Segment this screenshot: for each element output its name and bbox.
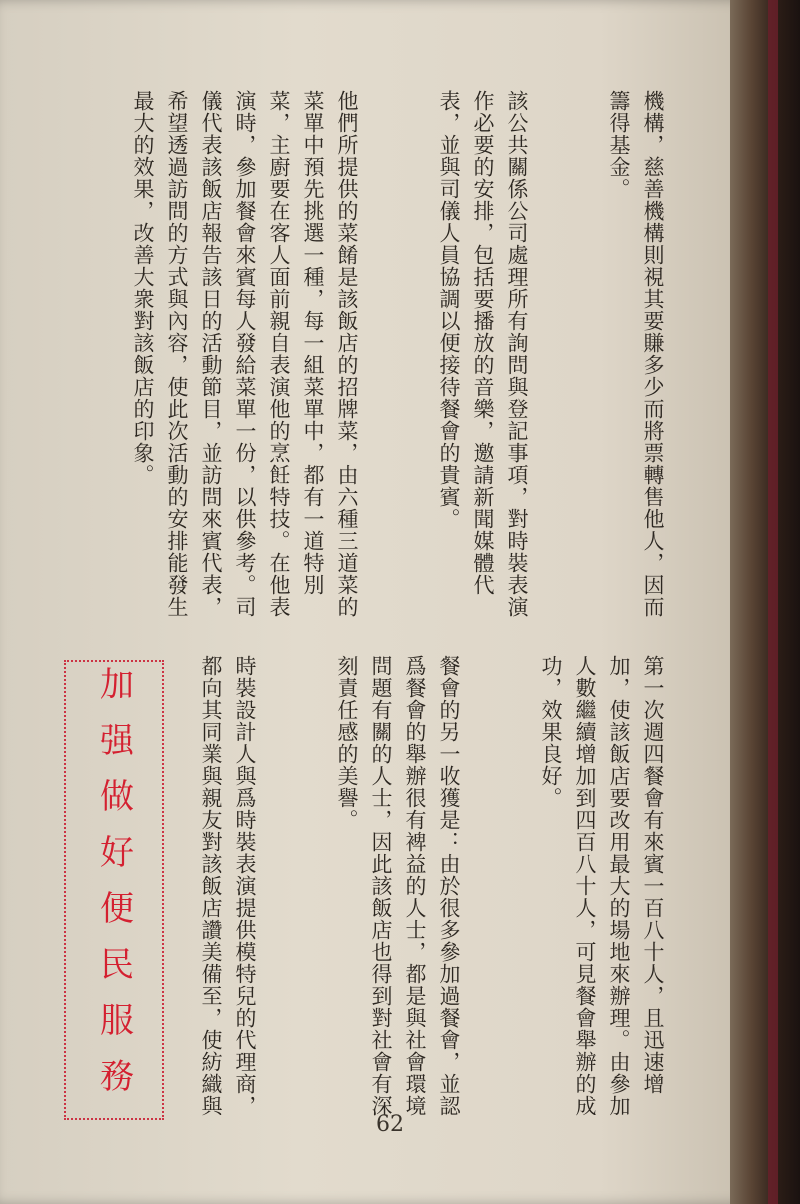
book-binding bbox=[730, 0, 800, 1204]
article-text-top bbox=[58, 90, 738, 635]
article-text-bottom bbox=[190, 655, 738, 1130]
notice-slogan: 加强做好便民服務 bbox=[93, 666, 134, 1114]
paragraph: 餐會的另一收獲是：由於很多參加過餐會，並認爲餐會的舉辦很有裨益的人士，都是與社會環境問題有關的人士，因此該飯店也得到對社會有深刻責任感的美譽。 bbox=[335, 655, 461, 1117]
paragraph: 他們所提供的菜餚是該飯店的招牌菜，由六種三道菜的菜單中預先挑選一種，每一組菜單中，都有一道特別菜，主廚要在客人面前親自表演他的烹飪特技。在他表演時，參加餐會來賓每人發給菜單一份，以供參考。司儀代表該飯店報告該日的活動節目，並訪問來賓代表，希望透過訪問的方式與內容，使此次活動的安排能發生最大的效果，改善大衆對該飯店的印象。 bbox=[131, 90, 359, 618]
red-notice-box bbox=[64, 660, 164, 1120]
binding-stripe bbox=[768, 0, 778, 1204]
page-number: 62 bbox=[376, 1112, 404, 1137]
paragraph: 機構，慈善機構則視其要賺多少而將票轉售他人，因而籌得基金。 bbox=[607, 90, 665, 618]
paragraph: 時裝設計人與爲時裝表演提供模特兒的代理商，都向其同業與親友對該飯店讚美備至，使紡織與 bbox=[199, 655, 257, 1117]
paragraph: 第一次週四餐會有來賓一百八十人，且迅速增加，使該飯店要改用最大的場地來辦理。由參加人數繼續增加到四百八十人，可見餐會舉辦的成功，效果良好。 bbox=[539, 655, 665, 1117]
paragraph: 該公共關係公司處理所有詢問與登記事項，對時裝表演作必要的安排，包括要播放的音樂，邀請新聞媒體代表，並與司儀人員協調以便接待餐會的貴賓。 bbox=[437, 90, 529, 618]
